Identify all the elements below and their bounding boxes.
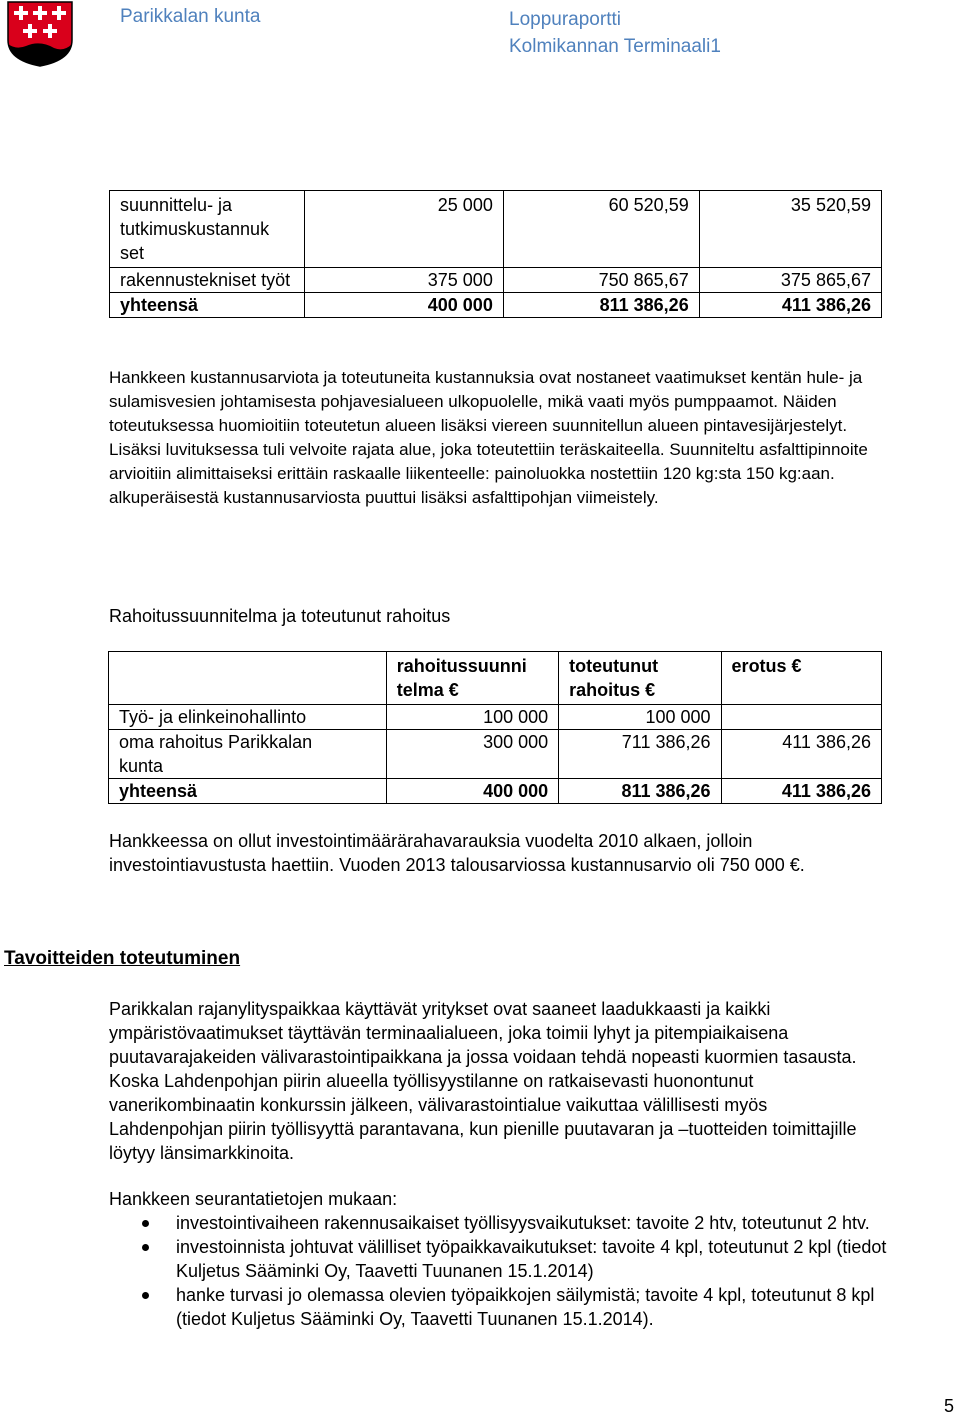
list-item: investointivaiheen rakennusaikaiset työllisyysvaikutukset: tavoite 2 htv, toteutunut 2 htv. bbox=[109, 1211, 889, 1235]
page-header bbox=[0, 0, 960, 70]
header-actual: toteutunut rahoitus € bbox=[559, 652, 721, 705]
cost-budget: 375 000 bbox=[304, 268, 503, 293]
table-row bbox=[110, 268, 882, 293]
funding-plan: 100 000 bbox=[386, 705, 558, 730]
bullet-icon bbox=[142, 1244, 149, 1251]
table-row bbox=[109, 705, 882, 730]
cost-table bbox=[109, 190, 882, 318]
header-diff: erotus € bbox=[721, 652, 881, 705]
report-title: Loppuraportti bbox=[509, 9, 621, 30]
cost-diff: 35 520,59 bbox=[699, 191, 881, 268]
funding-label: Työ- ja elinkeinohallinto bbox=[109, 705, 387, 730]
funding-table bbox=[108, 651, 882, 804]
bullet-icon bbox=[142, 1220, 149, 1227]
funding-plan: 300 000 bbox=[386, 730, 558, 779]
funding-diff: 411 386,26 bbox=[721, 779, 881, 804]
cost-label: suunnittelu- ja tutkimuskustannuk set bbox=[110, 191, 305, 268]
monitoring-list bbox=[109, 1211, 889, 1331]
table-row bbox=[110, 191, 882, 268]
header-plan: rahoitussuunni telma € bbox=[386, 652, 558, 705]
funding-label: yhteensä bbox=[109, 779, 387, 804]
section-heading: Tavoitteiden toteutuminen bbox=[4, 948, 241, 969]
header-municipality: Parikkalan kunta bbox=[120, 6, 261, 27]
list-item: hanke turvasi jo olemassa olevien työpaikkojen säilymistä; tavoite 4 kpl, toteutunut 8 kpl (tiedot Kuljetus Sääminki Oy, Taavetti Tuunanen 15.1.2014). bbox=[109, 1283, 889, 1331]
table-row bbox=[109, 779, 882, 804]
investment-paragraph: Hankkeessa on ollut investointimäärärahavarauksia vuodelta 2010 alkaen, jolloin investointiavustusta haettiin. Vuoden 2013 talousarviossa kustannusarvio oli 750 000 €. bbox=[109, 831, 805, 875]
cost-diff: 411 386,26 bbox=[699, 293, 881, 318]
monitoring-intro: Hankkeen seurantatietojen mukaan: bbox=[109, 1189, 398, 1209]
cost-actual: 811 386,26 bbox=[503, 293, 699, 318]
funding-title: Rahoitussuunnitelma ja toteutunut rahoitus bbox=[109, 606, 451, 626]
cost-budget: 400 000 bbox=[304, 293, 503, 318]
funding-actual: 711 386,26 bbox=[559, 730, 721, 779]
funding-actual: 811 386,26 bbox=[559, 779, 721, 804]
table-header-row bbox=[109, 652, 882, 705]
funding-label: oma rahoitus Parikkalan kunta bbox=[109, 730, 387, 779]
goals-paragraph: Parikkalan rajanylityspaikkaa käyttävät yritykset ovat saaneet laadukkaasti ja kaikki ympäristövaatimukset täyttävän terminaalialueen, joka toimii lyhyt ja pitempiaikaisena puutavarajakeiden välivarastointipaikkana ja jossa voidaan tehdä nopeasti kuormien tasausta. Koska Lahdenpohjan piirin alueella työllisyystilanne on ratkaisevasti huonontunut vanerikombinaatin konkurssin jälkeen, välivarastointialue vaikuttaa välillisesti myös Lahdenpohjan piirin työllisyyttä parantavana, kun pienille puutavaran ja –tuotteiden toimittajille löytyy länsimarkkinoita. bbox=[109, 999, 857, 1163]
table-row bbox=[109, 730, 882, 779]
municipal-crest-icon bbox=[6, 0, 74, 68]
page-number: 5 bbox=[944, 1396, 955, 1416]
table-row bbox=[110, 293, 882, 318]
cost-actual: 750 865,67 bbox=[503, 268, 699, 293]
cost-label: yhteensä bbox=[110, 293, 305, 318]
list-item: investoinnista johtuvat välilliset työpaikkavaikutukset: tavoite 4 kpl, toteutunut 2 kpl (tiedot Kuljetus Sääminki Oy, Taavetti Tuunanen 15.1.2014) bbox=[109, 1235, 889, 1283]
bullet-icon bbox=[142, 1292, 149, 1299]
cost-explanation-paragraph: Hankkeen kustannusarviota ja toteutuneita kustannuksia ovat nostaneet vaatimukset kentän hule- ja sulamisvesien johtamisesta pohjavesialueen ulkopuolelle, mikä vaati myös pumppaamot. Näiden toteutuksessa huomioitiin toteutetun alueen lisäksi viereen suunnitellun alueen pintavesijärjestelyt. Lisäksi luvituksessa tuli velvoite rajata alue, joka toteutettiin teräskaiteella. Suunniteltu asfalttipinnoite arvioitiin alimittaiseksi erittäin raskaalle liikenteelle: painoluokka nostettiin 120 kg:sta 150 kg:aan. alkuperäisestä kustannusarviosta puuttui lisäksi asfalttipohjan viimeistely. bbox=[109, 368, 868, 507]
cost-diff: 375 865,67 bbox=[699, 268, 881, 293]
funding-diff bbox=[721, 705, 881, 730]
cost-budget: 25 000 bbox=[304, 191, 503, 268]
funding-actual: 100 000 bbox=[559, 705, 721, 730]
funding-plan: 400 000 bbox=[386, 779, 558, 804]
cost-label: rakennustekniset työt bbox=[110, 268, 305, 293]
project-name: Kolmikannan Terminaali1 bbox=[509, 36, 721, 57]
header-report-title bbox=[509, 6, 721, 60]
cost-actual: 60 520,59 bbox=[503, 191, 699, 268]
funding-diff: 411 386,26 bbox=[721, 730, 881, 779]
